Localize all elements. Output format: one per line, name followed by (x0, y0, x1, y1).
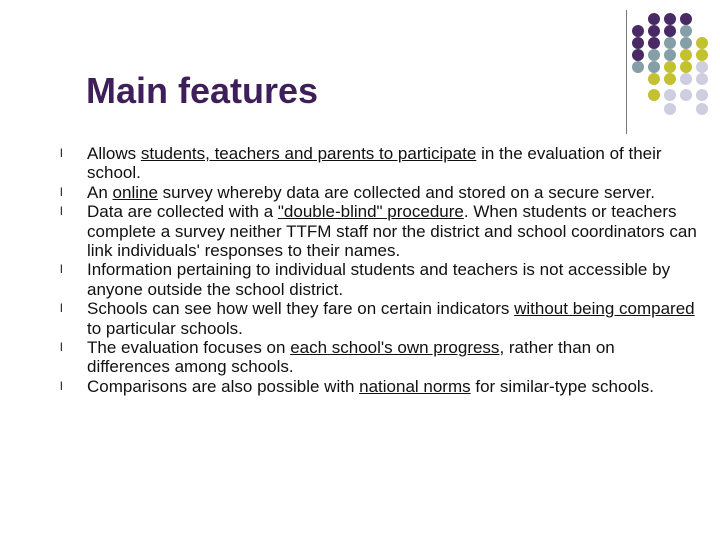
text-segment: Allows (87, 144, 141, 163)
decorative-dot (680, 89, 692, 101)
decorative-dot (648, 13, 660, 25)
decorative-dot (664, 61, 676, 73)
bullet-item (60, 183, 700, 202)
slide-title: Main features (86, 70, 319, 111)
decorative-dot (632, 37, 644, 49)
decorative-dot (632, 25, 644, 37)
underlined-phrase: without being compared (514, 299, 695, 319)
text-segment: Information pertaining to individual students and teachers is not accessible by anyone outside the school district. (87, 260, 671, 299)
underlined-phrase: each school's own progress (290, 338, 500, 358)
text-segment: An (87, 182, 113, 202)
text-segment: in the evaluation of their school. (87, 144, 662, 183)
decorative-dot (648, 73, 660, 85)
decorative-dot (680, 13, 692, 25)
decorative-dot (664, 103, 676, 115)
text-segment: Schools can see how well they fare on certain indicators (87, 299, 515, 319)
bullet-item (60, 299, 700, 338)
text-segment: . When students or teachers complete a survey neither TTFM staff nor the district and school coordinators can link individuals' responses to their names. (87, 202, 697, 261)
decorative-dot (696, 61, 708, 73)
underlined-phrase: "double-blind" procedure (277, 202, 464, 222)
text-segment: survey whereby data are collected and stored on a secure server. (157, 182, 655, 202)
decorative-dot (680, 61, 692, 73)
text-segment: Data are collected with a (87, 202, 278, 222)
bullet-icon: l (60, 301, 63, 316)
decorative-dot (648, 49, 660, 61)
text-segment: The evaluation focuses on (87, 338, 291, 358)
decorative-dot (648, 37, 660, 49)
decorative-dot (632, 49, 644, 61)
decorative-dot (632, 61, 644, 73)
bullet-item (60, 144, 700, 183)
decorative-dot (680, 37, 692, 49)
bullet-item (60, 377, 700, 396)
bullet-item (60, 202, 700, 260)
bullet-icon: l (60, 340, 63, 355)
bullet-icon: l (60, 184, 63, 199)
decorative-dot (696, 73, 708, 85)
text-segment: Comparisons are also possible with (87, 376, 360, 396)
decorative-dot (680, 73, 692, 85)
decorative-dot (696, 89, 708, 101)
bullet-icon: l (60, 378, 63, 393)
decorative-dot (680, 25, 692, 37)
text-segment: for similar-type schools. (470, 376, 654, 396)
underlined-phrase: national norms (359, 376, 471, 396)
bullet-icon: l (60, 146, 63, 160)
decorative-dot (696, 37, 708, 49)
decorative-dot (664, 49, 676, 61)
decorative-dot (648, 89, 660, 101)
decorative-dot (680, 49, 692, 61)
bullet-list (60, 144, 700, 396)
decorative-dot (648, 25, 660, 37)
decorative-dot (696, 49, 708, 61)
decorative-dot (648, 61, 660, 73)
text-segment: , rather than on differences among schools. (87, 338, 615, 377)
decorative-dot (664, 37, 676, 49)
decorative-dot (664, 73, 676, 85)
decorative-dot (664, 89, 676, 101)
decorative-dot (664, 25, 676, 37)
underlined-phrase: students, teachers and parents to participate (140, 144, 477, 163)
decorative-vertical-line (626, 10, 627, 134)
bullet-icon: l (60, 204, 63, 219)
decorative-dot (664, 13, 676, 25)
bullet-item (60, 260, 700, 299)
bullet-item (60, 338, 700, 377)
text-segment: to particular schools. (87, 318, 243, 338)
underlined-phrase: online (112, 182, 158, 202)
bullet-icon: l (60, 262, 63, 277)
decorative-dot (696, 103, 708, 115)
